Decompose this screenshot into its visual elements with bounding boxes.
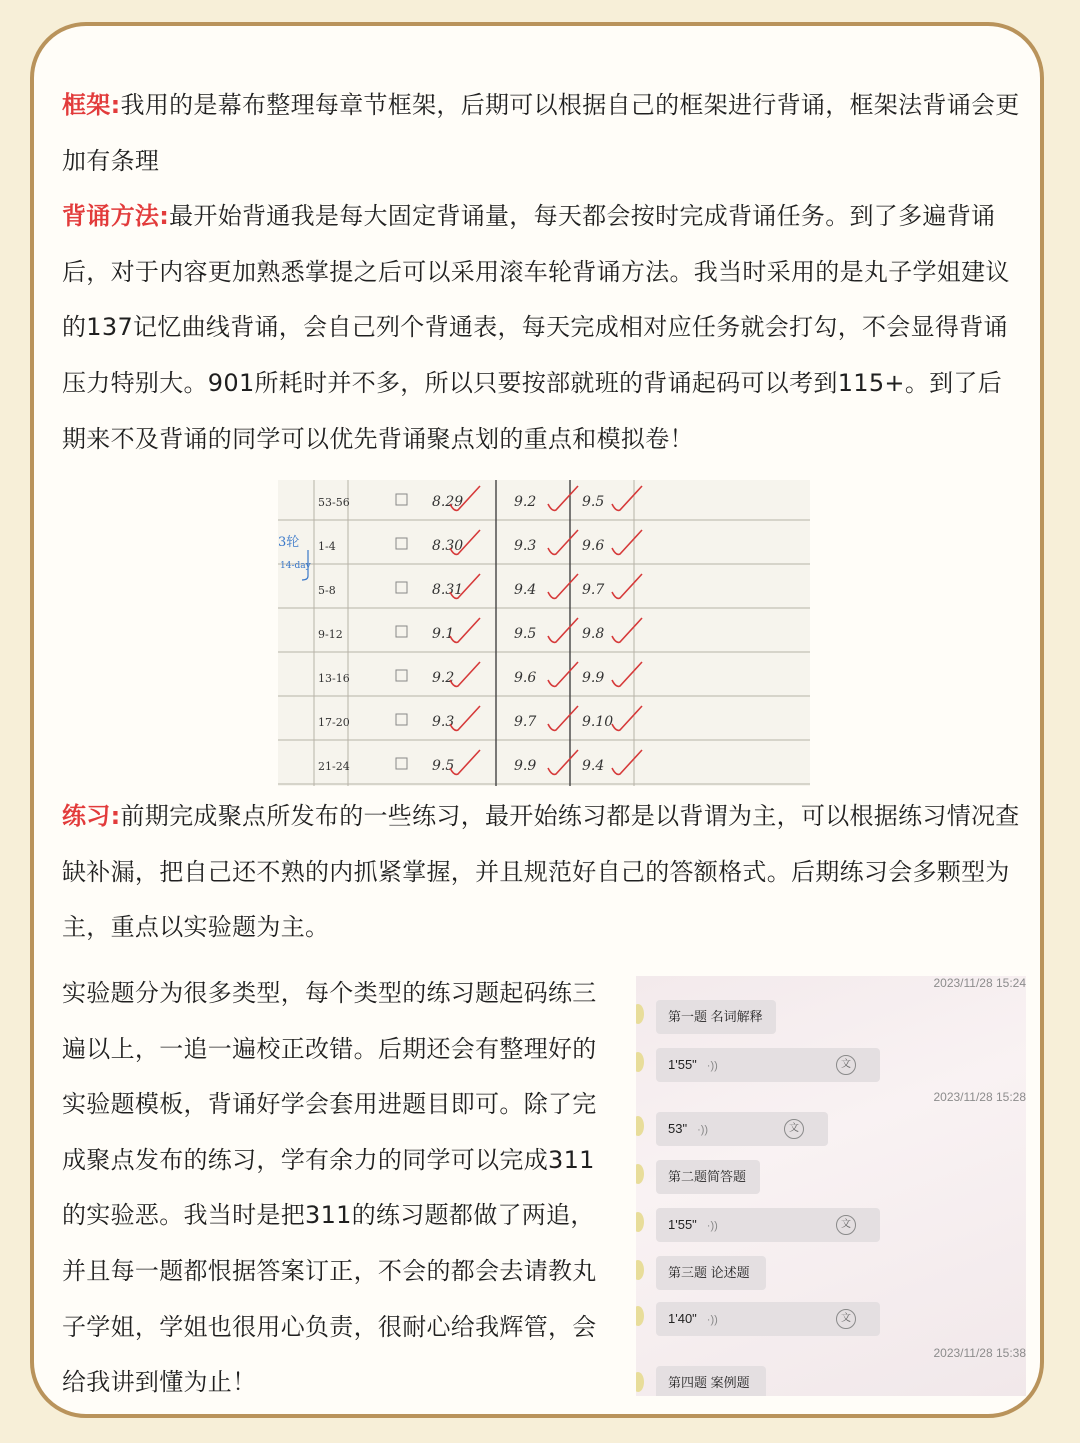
schedule-checkbox bbox=[396, 670, 407, 681]
message-text: 第三题 论述题 bbox=[668, 1265, 750, 1280]
schedule-checkbox bbox=[396, 626, 407, 637]
message-text: 第二题简答题 bbox=[668, 1169, 747, 1184]
schedule-range: 1-4 bbox=[318, 540, 336, 553]
check-mark bbox=[612, 618, 642, 642]
paragraph-experiment-questions: 实验题分为很多类型，每个类型的练习题起码练三遍以上，一追一遍校正改错。后期还会有整理好的实验题模板，背诵好学会套用进题目即可。除了完成聚点发布的练习，学有余力的同学可以完成311的实验恶。我当时是把311的练习题都做了两追，并且每一题都恨据答案订正，不会的都会去请教丸子学姐，学姐也很用心负责，很耐心给我辉管，会给我讲到懂为止！ bbox=[62, 979, 597, 1397]
schedule-date: 9.3 bbox=[514, 538, 537, 554]
check-mark bbox=[548, 530, 578, 554]
schedule-date: 9.2 bbox=[432, 670, 455, 686]
avatar bbox=[636, 1052, 644, 1072]
voice-duration: 1'40" bbox=[668, 1311, 697, 1326]
translate-icon[interactable]: 文 bbox=[784, 1119, 804, 1139]
translate-icon[interactable]: 文 bbox=[836, 1215, 856, 1235]
check-mark bbox=[450, 706, 480, 730]
timestamp: 2023/11/28 15:38 bbox=[933, 1346, 1026, 1360]
avatar bbox=[636, 1212, 644, 1232]
avatar bbox=[636, 1004, 644, 1024]
voice-wave-icon: ·)) bbox=[697, 1124, 709, 1136]
schedule-date: 9.6 bbox=[514, 670, 537, 686]
schedule-date: 8.31 bbox=[432, 582, 464, 598]
message-bubble[interactable] bbox=[656, 1160, 760, 1194]
avatar bbox=[636, 1306, 644, 1326]
schedule-row bbox=[318, 706, 642, 730]
schedule-range: 5-8 bbox=[318, 584, 336, 597]
schedule-row bbox=[318, 530, 642, 554]
message-bubble[interactable] bbox=[656, 1366, 766, 1396]
voice-duration: 1'55" bbox=[668, 1217, 697, 1232]
content-card bbox=[30, 22, 1044, 1418]
check-mark bbox=[450, 618, 480, 642]
schedule-date: 9.9 bbox=[582, 670, 605, 686]
message-text: 第一题 名词解释 bbox=[668, 1009, 763, 1024]
check-mark bbox=[612, 530, 642, 554]
side-note: 3轮 bbox=[278, 535, 300, 550]
text-recitation-method: 最开始背通我是每大固定背诵量，每天都会按时完成背诵任务。到了多遍背诵后，对于内容更加熟悉掌提之后可以采用滚车轮背诵方法。我当时采用的是丸子学姐建议的137记忆曲线背诵，会自己列个背通表，每天完成相对应任务就会打勾，不会显得背诵压力特别大。901所耗时并不多，所以只要按部就班的背诵起码可以考到115+。到了后期来不及背诵的同学可以优先背诵聚点划的重点和模拟卷！ bbox=[62, 202, 1010, 453]
heading-framework: 框架: bbox=[62, 91, 121, 119]
voice-duration: 53" bbox=[668, 1121, 688, 1136]
check-mark bbox=[612, 706, 642, 730]
schedule-date: 9.9 bbox=[514, 758, 537, 774]
schedule-date: 9.6 bbox=[582, 538, 605, 554]
voice-message[interactable] bbox=[656, 1208, 880, 1242]
schedule-checkbox bbox=[396, 494, 407, 505]
heading-recitation-method: 背诵方法: bbox=[62, 202, 170, 231]
heading-practice: 练习: bbox=[62, 802, 121, 830]
check-mark bbox=[612, 486, 642, 510]
schedule-date: 9.3 bbox=[432, 714, 455, 730]
schedule-date: 9.5 bbox=[582, 494, 605, 510]
voice-wave-icon: ·)) bbox=[706, 1314, 718, 1326]
voice-message[interactable] bbox=[656, 1048, 880, 1082]
voice-message[interactable] bbox=[656, 1302, 880, 1336]
message-text: 第四题 案例题 bbox=[668, 1375, 750, 1390]
voice-wave-icon: ·)) bbox=[706, 1220, 718, 1232]
chat-screenshot bbox=[636, 976, 1026, 1396]
avatar bbox=[636, 1260, 644, 1280]
schedule-date: 9.5 bbox=[432, 758, 455, 774]
schedule-row bbox=[318, 618, 642, 642]
check-mark bbox=[548, 706, 578, 730]
check-mark bbox=[548, 662, 578, 686]
voice-duration: 1'55" bbox=[668, 1057, 697, 1072]
schedule-range: 9-12 bbox=[318, 628, 343, 641]
schedule-row bbox=[318, 486, 642, 510]
schedule-range: 13-16 bbox=[318, 672, 350, 685]
schedule-row bbox=[318, 662, 642, 686]
message-bubble[interactable] bbox=[656, 1000, 776, 1034]
schedule-checkbox bbox=[396, 714, 407, 725]
schedule-date: 9.1 bbox=[432, 626, 455, 642]
schedule-date: 9.7 bbox=[514, 714, 537, 730]
schedule-date: 9.4 bbox=[582, 758, 605, 774]
check-mark bbox=[612, 662, 642, 686]
text-practice: 前期完成聚点所发布的一些练习，最开始练习都是以背谓为主，可以根据练习情况查缺补漏，把自己还不熟的内抓紧掌握，并且规范好自己的答额格式。后期练习会多颗型为主，重点以实验题为主。 bbox=[62, 802, 1020, 942]
check-mark bbox=[612, 750, 642, 774]
side-note-2: 14-day bbox=[280, 561, 311, 571]
timestamp: 2023/11/28 15:28 bbox=[933, 1090, 1026, 1104]
schedule-date: 9.5 bbox=[514, 626, 537, 642]
schedule-row bbox=[318, 574, 642, 598]
check-mark bbox=[548, 574, 578, 598]
schedule-checkbox bbox=[396, 582, 407, 593]
avatar bbox=[636, 1116, 644, 1136]
translate-icon[interactable]: 文 bbox=[836, 1055, 856, 1075]
check-mark bbox=[612, 574, 642, 598]
text-framework: 我用的是幕布整理每章节框架，后期可以根据自己的框架进行背诵，框架法背诵会更加有条理 bbox=[62, 91, 1020, 175]
avatar bbox=[636, 1372, 644, 1392]
schedule-range: 53-56 bbox=[318, 496, 350, 509]
paragraph-practice bbox=[62, 789, 1022, 956]
check-mark bbox=[548, 750, 578, 774]
schedule-date: 9.7 bbox=[582, 582, 605, 598]
schedule-checkbox bbox=[396, 758, 407, 769]
schedule-range: 21-24 bbox=[318, 760, 350, 773]
check-mark bbox=[450, 662, 480, 686]
translate-icon[interactable]: 文 bbox=[836, 1309, 856, 1329]
paragraph-framework-and-recitation bbox=[62, 78, 1022, 467]
schedule-date: 9.4 bbox=[514, 582, 537, 598]
schedule-checkbox bbox=[396, 538, 407, 549]
voice-wave-icon: ·)) bbox=[706, 1060, 718, 1072]
schedule-row bbox=[318, 750, 642, 774]
message-bubble[interactable] bbox=[656, 1256, 766, 1290]
schedule-date: 8.29 bbox=[432, 494, 464, 510]
schedule-date: 8.30 bbox=[432, 538, 464, 554]
timestamp: 2023/11/28 15:24 bbox=[933, 976, 1026, 990]
schedule-date: 9.8 bbox=[582, 626, 605, 642]
recitation-schedule-image bbox=[278, 480, 810, 786]
check-mark bbox=[450, 750, 480, 774]
check-mark bbox=[548, 618, 578, 642]
schedule-date: 9.2 bbox=[514, 494, 537, 510]
schedule-date: 9.10 bbox=[582, 714, 614, 730]
check-mark bbox=[548, 486, 578, 510]
schedule-range: 17-20 bbox=[318, 716, 350, 729]
voice-message[interactable] bbox=[656, 1112, 828, 1146]
avatar bbox=[636, 1164, 644, 1184]
